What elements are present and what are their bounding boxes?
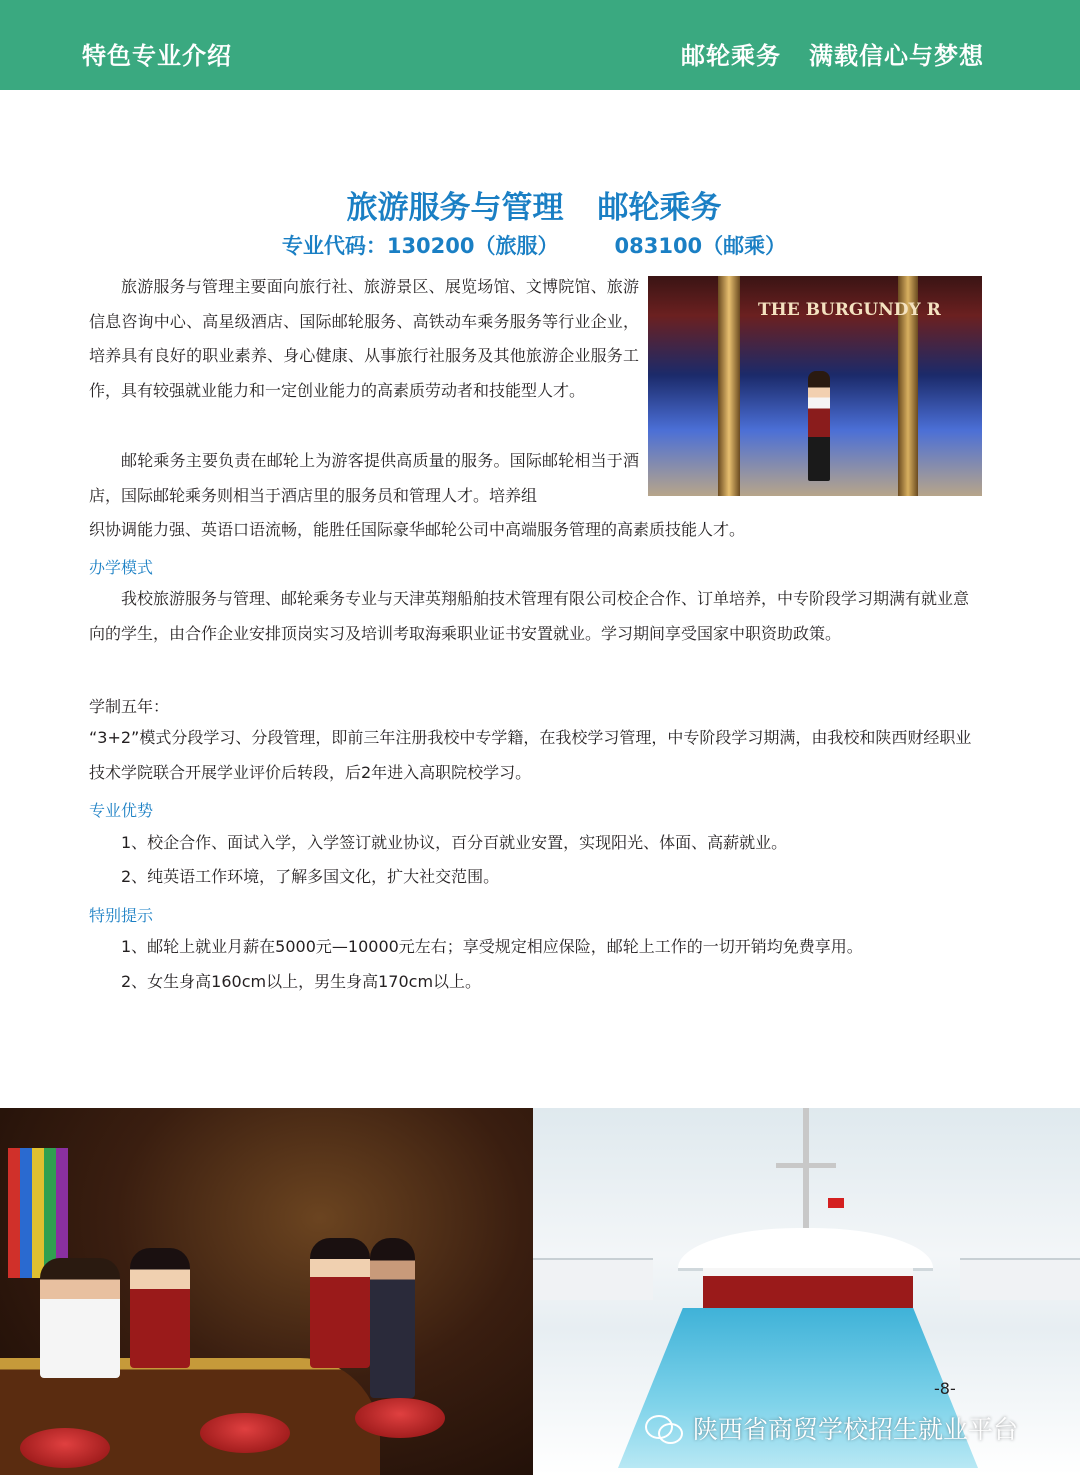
advantage-item-1: 1、校企合作、面试入学，入学签订就业协议，百分百就业安置，实现阳光、体面、高薪就业。 xyxy=(121,833,788,852)
page-number: -8- xyxy=(934,1379,956,1398)
photo-flag xyxy=(828,1198,844,1208)
title-part-1: 旅游服务与管理 xyxy=(346,190,564,226)
photo-mast-bar xyxy=(776,1163,836,1168)
photo-mast xyxy=(803,1108,809,1248)
photo-pillar-left xyxy=(718,276,740,496)
wechat-icon xyxy=(645,1413,683,1443)
restaurant-sign: THE BURGUNDY R xyxy=(758,300,941,320)
header-bar xyxy=(0,0,1080,90)
photo-deck-left xyxy=(533,1258,653,1300)
watermark-text: 陕西省商贸学校招生就业平台 xyxy=(693,1415,1019,1444)
photo-stage xyxy=(703,1268,913,1308)
system-text: “3+2”模式分段学习、分段管理，即前三年注册我校中专学籍，在我校学习管理，中专阶段学习期满，由我校和陕西财经职业技术学院联合开展学业评价后转段，后2年进入高职院校学习。 xyxy=(89,728,972,782)
intro-paragraph-2b: 织协调能力强、英语口语流畅，能胜任国际豪华邮轮公司中高端服务管理的高素质技能人才。 xyxy=(89,520,746,539)
intro-paragraph-2a: 邮轮乘务主要负责在邮轮上为游客提供高质量的服务。国际邮轮相当于酒店，国际邮轮乘务则相当于酒店里的服务员和管理人才。培养组 xyxy=(89,451,639,505)
hostess-figure xyxy=(808,371,830,481)
major-code-1: 专业代码：130200（旅服） xyxy=(281,234,559,258)
watermark xyxy=(645,1410,1018,1446)
section-title: 特色专业介绍 xyxy=(82,42,232,70)
photo-deck-right xyxy=(960,1258,1080,1300)
photo-figure-officer xyxy=(40,1258,120,1378)
photo-stool-3 xyxy=(355,1398,445,1438)
title-part-2: 邮轮乘务 xyxy=(597,190,722,226)
bar-training-photo xyxy=(0,1108,533,1475)
page-title xyxy=(0,182,1068,227)
advantage-item-2: 2、纯英语工作环境，了解多国文化，扩大社交范围。 xyxy=(121,867,500,886)
slogan-part-1: 邮轮乘务 xyxy=(681,42,781,70)
intro-paragraph-1: 旅游服务与管理主要面向旅行社、旅游景区、展览场馆、文博院馆、旅游信息咨询中心、高星级酒店、国际邮轮服务、高铁动车乘务服务等行业企业，培养具有良好的职业素养、身心健康、从事旅行社服务及其他旅游企业服务工作，具有较强就业能力和一定创业能力的高素质劳动者和技能型人才。 xyxy=(89,277,639,400)
system-heading: 学制五年： xyxy=(89,697,170,716)
photo-figure-man xyxy=(370,1238,415,1398)
note-item-1: 1、邮轮上就业月薪在5000元—10000元左右；享受规定相应保险，邮轮上工作的一切开销均免费享用。 xyxy=(121,937,863,956)
advantages-heading: 专业优势 xyxy=(89,801,154,820)
photo-figure-waitress xyxy=(310,1238,370,1368)
photo-stool-1 xyxy=(20,1428,110,1468)
mode-heading: 办学模式 xyxy=(89,558,154,577)
photo-figure-student xyxy=(130,1248,190,1368)
restaurant-photo xyxy=(648,276,982,496)
header-slogan xyxy=(681,36,984,71)
major-code-2: 083100（邮乘） xyxy=(614,234,787,258)
mode-text: 我校旅游服务与管理、邮轮乘务专业与天津英翔船舶技术管理有限公司校企合作、订单培养，中专阶段学习期满有就业意向的学生，由合作企业安排顶岗实习及培训考取海乘职业证书安置就业。学习期间享受国家中职资助政策。 xyxy=(89,589,970,643)
photo-stool-2 xyxy=(200,1413,290,1453)
notes-heading: 特别提示 xyxy=(89,906,154,925)
photo-canopy xyxy=(678,1228,933,1271)
slogan-part-2: 满载信心与梦想 xyxy=(809,42,984,70)
major-codes xyxy=(0,230,1068,260)
note-item-2: 2、女生身高160cm以上，男生身高170cm以上。 xyxy=(121,972,482,991)
